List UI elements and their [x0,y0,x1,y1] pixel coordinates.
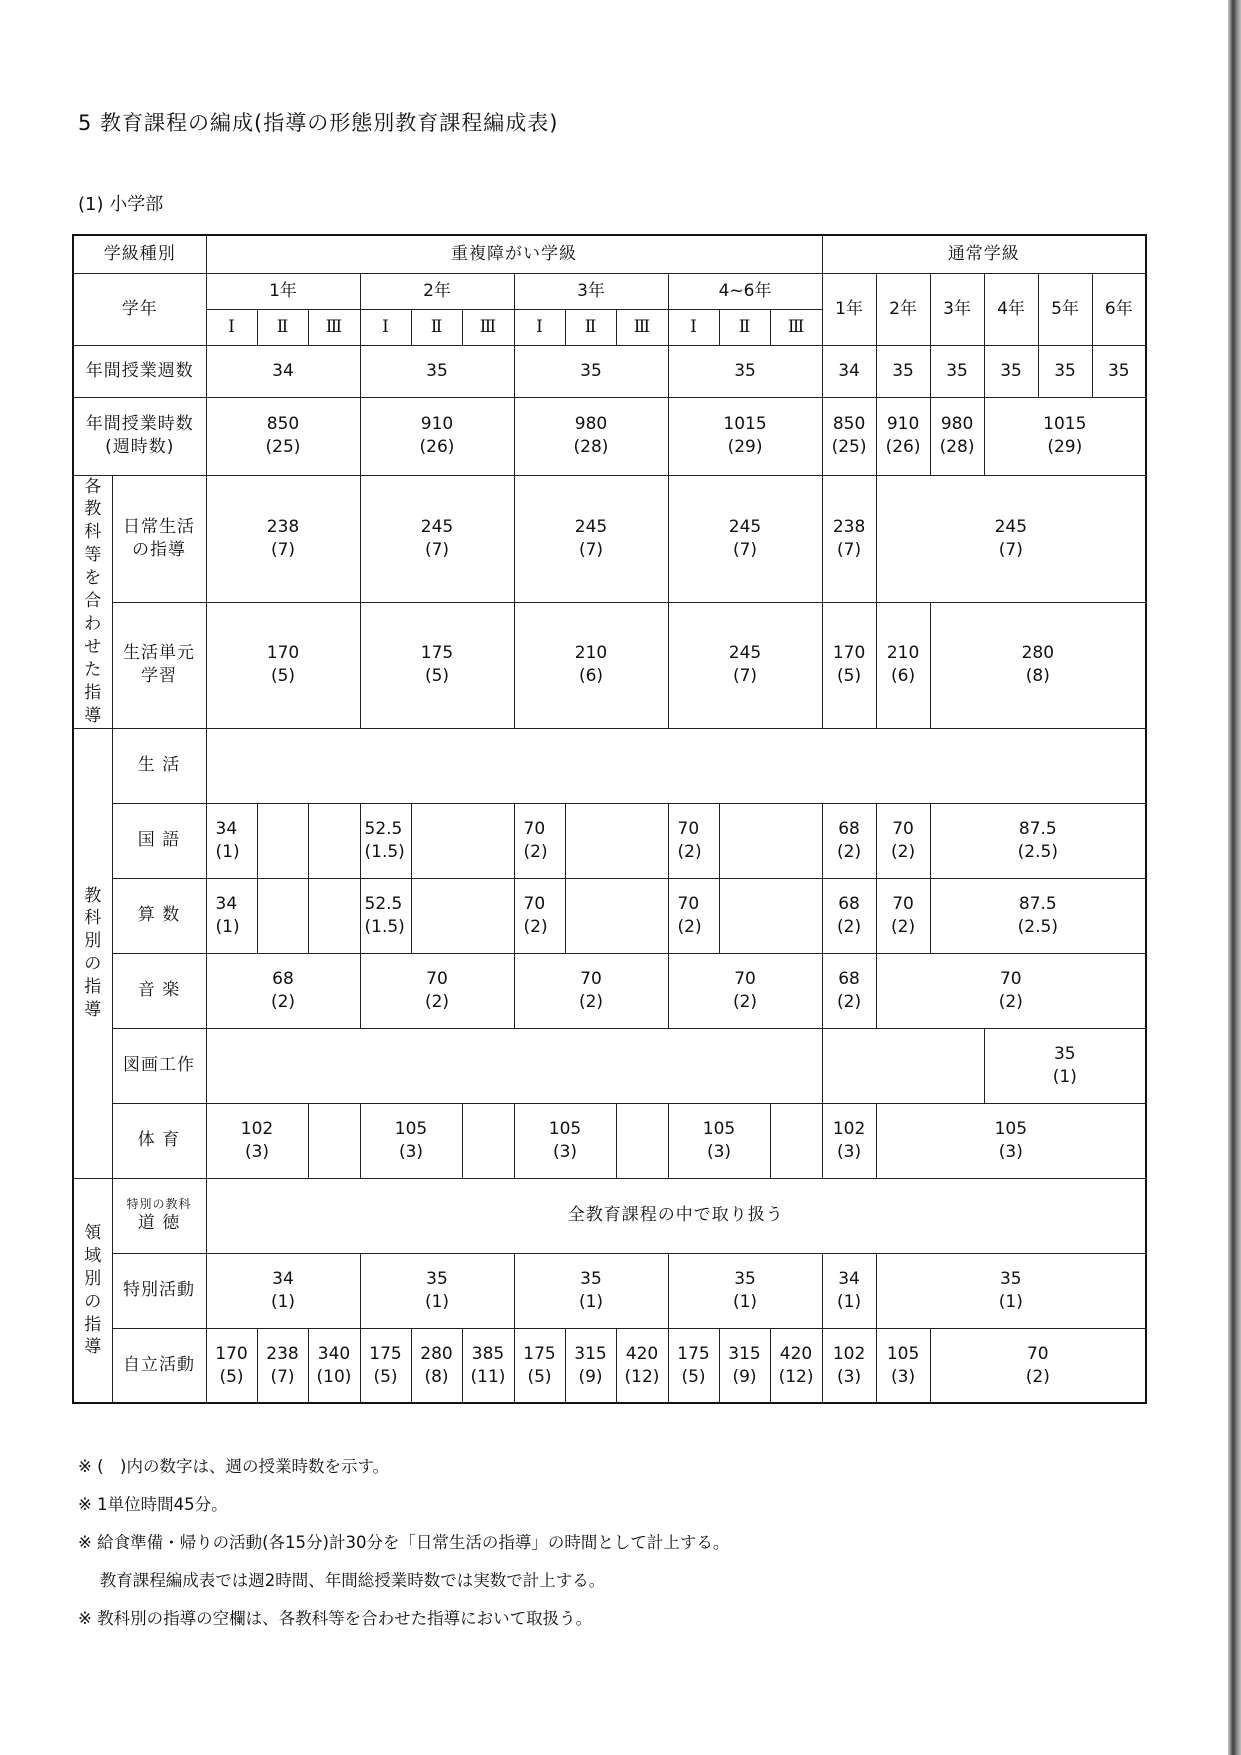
unit-regular-2: 210 (6) [876,602,930,728]
unit-regular-3-6: 280 (8) [930,602,1146,728]
special-regular-2-6: 35 (1) [876,1253,1146,1328]
note-item: ※ ( )内の数字は、週の授業時数を示す。 [78,1457,390,1476]
taiiku-empty [770,1103,822,1178]
jiritsu-cell: 175 (5) [360,1328,411,1403]
kokugo-empty [308,803,360,878]
hours-label: 年間授業時数 [85,414,194,435]
special-multi-4-6: 35 (1) [668,1253,822,1328]
jiritsu-cell: 315 (9) [565,1328,616,1403]
hours-multi-3: 980 (28) [514,397,668,475]
hours-multi-1: 850 (25) [206,397,360,475]
hours-regular-1: 850 (25) [822,397,876,475]
sansu-empty [411,878,514,953]
zuga-regular-3-6: 35 (1) [984,1028,1146,1103]
taiiku-multi-2: 105 (3) [360,1103,462,1178]
row-label-seikatsu: 生 活 [112,728,206,803]
weeks-regular-3: 35 [930,345,984,397]
weeks-regular-1: 34 [822,345,876,397]
level-1: Ⅰ [206,309,257,345]
daily-multi-3: 245 (7) [514,475,668,602]
zuga-multi-empty [206,1028,822,1103]
special-multi-3: 35 (1) [514,1253,668,1328]
jiritsu-cell: 340 (10) [308,1328,360,1403]
special-multi-1: 34 (1) [206,1253,360,1328]
curriculum-table [72,234,1147,1404]
weeks-multi-3: 35 [514,345,668,397]
taiiku-multi-4-6: 105 (3) [668,1103,770,1178]
level-2: Ⅱ [565,309,616,345]
daily-multi-1: 238 (7) [206,475,360,602]
hours-regular-4-6: 1015 (29) [984,397,1146,475]
sansu-regular-2: 70 (2) [876,878,930,953]
row-label-hours [73,397,206,475]
level-2: Ⅱ [411,309,462,345]
taiiku-regular-2-6: 105 (3) [876,1103,1146,1178]
taiiku-empty [462,1103,514,1178]
multi-grade-2: 2年 [360,273,514,309]
regular-grade-6: 6年 [1092,273,1146,345]
taiiku-multi-3: 105 (3) [514,1103,616,1178]
sansu-empty [257,878,308,953]
sansu-empty [565,878,668,953]
kokugo-multi-4-6: 70 (2) [668,803,719,878]
sansu-regular-3-6: 87.5 (2.5) [930,878,1146,953]
unit-multi-2: 175 (5) [360,602,514,728]
kokugo-regular-1: 68 (2) [822,803,876,878]
sansu-multi-1: 34 (1) [206,878,257,953]
sansu-empty [719,878,822,953]
taiiku-multi-1: 102 (3) [206,1103,308,1178]
unit-multi-1: 170 (5) [206,602,360,728]
level-2: Ⅱ [719,309,770,345]
note-item: ※ 教科別の指導の空欄は、各教科等を合わせた指導において取扱う。 [78,1609,593,1628]
regular-grade-4: 4年 [984,273,1038,345]
special-regular-1: 34 (1) [822,1253,876,1328]
level-1: Ⅰ [360,309,411,345]
weeks-regular-5: 35 [1038,345,1092,397]
note-item: 教育課程編成表では週2時間、年間総授業時数では実数で計上する。 [78,1571,606,1590]
multi-grade-3: 3年 [514,273,668,309]
regular-grade-2: 2年 [876,273,930,345]
row-label-special: 特別活動 [112,1253,206,1328]
header-regular-class: 通常学級 [822,235,1146,273]
group-label-combined: 各 教 科 等 を 合 わ せ た 指 導 [73,475,112,728]
group-label-subjects: 教 科 別 の 指 導 [73,728,112,1178]
row-label-daily: 日常生活 の指導 [112,475,206,602]
hours-sublabel: (週時数) [105,437,175,457]
jiritsu-regular-3-6: 70 (2) [930,1328,1146,1403]
group-label-domains: 領 域 別 の 指 導 [73,1178,112,1403]
sansu-multi-2: 52.5 (1.5) [360,878,411,953]
kokugo-regular-3-6: 87.5 (2.5) [930,803,1146,878]
unit-multi-3: 210 (6) [514,602,668,728]
jiritsu-cell: 170 (5) [206,1328,257,1403]
ongaku-multi-4-6: 70 (2) [668,953,822,1028]
row-label-unit: 生活単元 学習 [112,602,206,728]
sansu-multi-4-6: 70 (2) [668,878,719,953]
regular-grade-5: 5年 [1038,273,1092,345]
jiritsu-regular-1: 102 (3) [822,1328,876,1403]
section-subtitle: (1) 小学部 [78,194,164,215]
row-label-zuga: 図画工作 [112,1028,206,1103]
seikatsu-empty [206,728,1146,803]
hours-multi-4-6: 1015 (29) [668,397,822,475]
note-item: ※ 給食準備・帰りの活動(各15分)計30分を「日常生活の指導」の時間として計上する。 [78,1533,730,1552]
jiritsu-cell: 175 (5) [668,1328,719,1403]
sansu-multi-3: 70 (2) [514,878,565,953]
kokugo-empty [257,803,308,878]
unit-multi-4-6: 245 (7) [668,602,822,728]
level-3: Ⅲ [770,309,822,345]
header-multi-class: 重複障がい学級 [206,235,822,273]
weeks-multi-4-6: 35 [668,345,822,397]
row-label-kokugo: 国 語 [112,803,206,878]
level-3: Ⅲ [308,309,360,345]
sansu-regular-1: 68 (2) [822,878,876,953]
ongaku-multi-2: 70 (2) [360,953,514,1028]
ongaku-regular-1: 68 (2) [822,953,876,1028]
regular-grade-3: 3年 [930,273,984,345]
row-label-jiritsu: 自立活動 [112,1328,206,1403]
row-label-ongaku: 音 楽 [112,953,206,1028]
regular-grade-1: 1年 [822,273,876,345]
row-label-moral: 特別の教科 道 徳 [112,1178,206,1253]
kokugo-regular-2: 70 (2) [876,803,930,878]
daily-regular-2-6: 245 (7) [876,475,1146,602]
level-2: Ⅱ [257,309,308,345]
kokugo-empty [719,803,822,878]
unit-regular-1: 170 (5) [822,602,876,728]
zuga-regular-empty [822,1028,984,1103]
hours-regular-2: 910 (26) [876,397,930,475]
level-1: Ⅰ [514,309,565,345]
kokugo-multi-3: 70 (2) [514,803,565,878]
notes [78,1448,729,1638]
daily-multi-2: 245 (7) [360,475,514,602]
level-3: Ⅲ [616,309,668,345]
hours-multi-2: 910 (26) [360,397,514,475]
row-label-sansu: 算 数 [112,878,206,953]
taiiku-empty [308,1103,360,1178]
jiritsu-cell: 238 (7) [257,1328,308,1403]
taiiku-regular-1: 102 (3) [822,1103,876,1178]
taiiku-empty [616,1103,668,1178]
weeks-multi-2: 35 [360,345,514,397]
header-class-type: 学級種別 [73,235,206,273]
moral-content: 全教育課程の中で取り扱う [206,1178,1146,1253]
multi-grade-4-6: 4~6年 [668,273,822,309]
jiritsu-regular-2: 105 (3) [876,1328,930,1403]
daily-multi-4-6: 245 (7) [668,475,822,602]
weeks-regular-2: 35 [876,345,930,397]
ongaku-multi-1: 68 (2) [206,953,360,1028]
page-title: 5 教育課程の編成(指導の形態別教育課程編成表) [78,111,559,135]
jiritsu-cell: 175 (5) [514,1328,565,1403]
weeks-regular-4: 35 [984,345,1038,397]
hours-regular-3: 980 (28) [930,397,984,475]
scan-edge [1228,0,1241,1755]
kokugo-multi-2: 52.5 (1.5) [360,803,411,878]
row-label-taiiku: 体 育 [112,1103,206,1178]
weeks-regular-6: 35 [1092,345,1146,397]
level-3: Ⅲ [462,309,514,345]
row-label-weeks: 年間授業週数 [73,345,206,397]
jiritsu-cell: 420 (12) [770,1328,822,1403]
ongaku-regular-2-6: 70 (2) [876,953,1146,1028]
weeks-multi-1: 34 [206,345,360,397]
daily-regular-1: 238 (7) [822,475,876,602]
kokugo-multi-1: 34 (1) [206,803,257,878]
special-multi-2: 35 (1) [360,1253,514,1328]
sansu-empty [308,878,360,953]
jiritsu-cell: 315 (9) [719,1328,770,1403]
jiritsu-cell: 420 (12) [616,1328,668,1403]
ongaku-multi-3: 70 (2) [514,953,668,1028]
multi-grade-1: 1年 [206,273,360,309]
note-item: ※ 1単位時間45分。 [78,1495,228,1514]
level-1: Ⅰ [668,309,719,345]
kokugo-empty [565,803,668,878]
header-grade: 学年 [73,273,206,345]
kokugo-empty [411,803,514,878]
jiritsu-cell: 385 (11) [462,1328,514,1403]
jiritsu-cell: 280 (8) [411,1328,462,1403]
